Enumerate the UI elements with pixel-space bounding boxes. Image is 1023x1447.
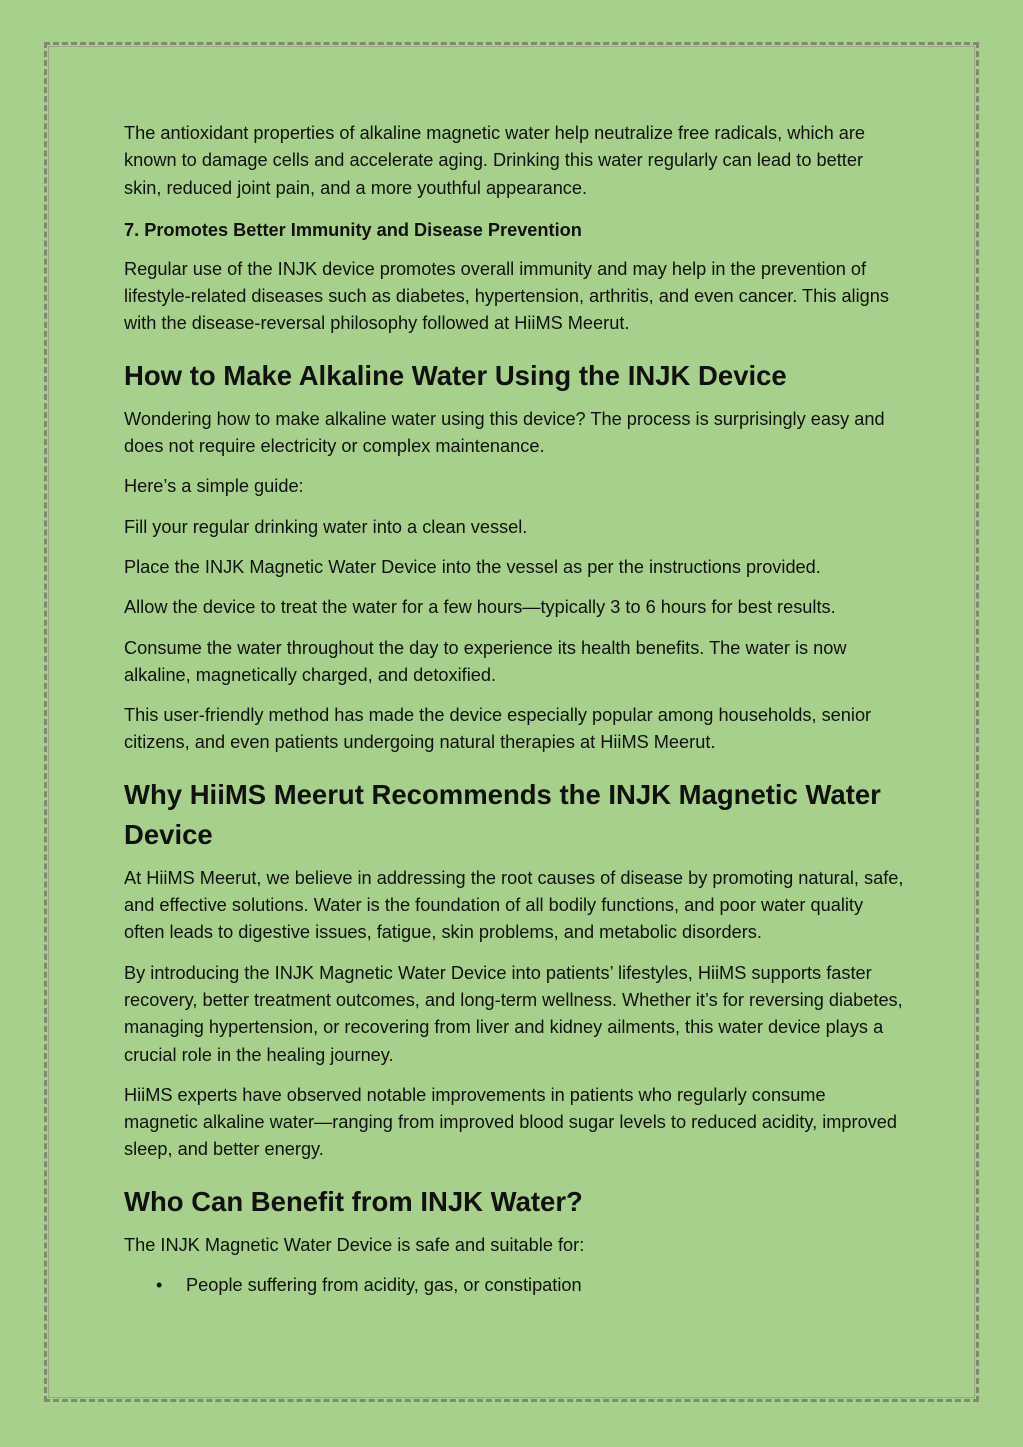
bullet-icon: • <box>156 1275 163 1296</box>
who-bullet-list <box>124 1272 904 1299</box>
document-content <box>124 120 904 1299</box>
intro-paragraph: The antioxidant properties of alkaline magnetic water help neutralize free radicals, which are known to damage cells and accelerate aging. Drinking this water regularly can lead to better skin, reduced joint pain, and a more youthful appearance. <box>124 123 866 198</box>
how-to-paragraph: This user-friendly method has made the device especially popular among households, senior citizens, and even patients undergoing natural therapies at HiiMS Meerut. <box>124 705 872 753</box>
immunity-subheading: 7. Promotes Better Immunity and Disease Prevention <box>124 219 582 240</box>
why-paragraph: HiiMS experts have observed notable improvements in patients who regularly consume magnetic alkaline water—ranging from improved blood sugar levels to reduced acidity, improved sleep, and better energy. <box>124 1084 898 1160</box>
how-to-step: Allow the device to treat the water for a few hours—typically 3 to 6 hours for best results. <box>124 597 836 618</box>
how-to-paragraph: Wondering how to make alkaline water using this device? The process is surprisingly easy and does not require electricity or complex maintenance. <box>124 408 885 457</box>
who-heading: Who Can Benefit from INJK Water? <box>124 1185 583 1217</box>
how-to-step: Consume the water throughout the day to experience its health benefits. The water is now alkaline, magnetically charged, and detoxified. <box>124 637 847 685</box>
how-to-heading: How to Make Alkaline Water Using the INJK Device <box>124 359 787 391</box>
why-paragraph: By introducing the INJK Magnetic Water Device into patients’ lifestyles, HiiMS supports faster recovery, better treatment outcomes, and long-term wellness. Whether it’s for reversing diabetes, managing hypertension, or recovering from liver and kidney ailments, this water device plays a crucial role in the healing journey. <box>124 962 903 1065</box>
list-item-text: People suffering from acidity, gas, or constipation <box>186 1275 582 1296</box>
how-to-paragraph: Here’s a simple guide: <box>124 476 304 497</box>
who-paragraph: The INJK Magnetic Water Device is safe and suitable for: <box>124 1234 585 1255</box>
why-heading: Why HiiMS Meerut Recommends the INJK Magnetic Water Device <box>124 778 881 850</box>
why-paragraph: At HiiMS Meerut, we believe in addressing the root causes of disease by promoting natural, safe, and effective solutions. Water is the foundation of all bodily functions, and poor water quality often leads to digestive issues, fatigue, skin problems, and metabolic disorders. <box>124 867 904 943</box>
immunity-paragraph: Regular use of the INJK device promotes overall immunity and may help in the prevention of lifestyle-related diseases such as diabetes, hypertension, arthritis, and even cancer. This aligns with the disease-reversal philosophy followed at HiiMS Meerut. <box>124 258 889 334</box>
how-to-step: Fill your regular drinking water into a clean vessel. <box>124 516 528 537</box>
list-item <box>124 1272 904 1299</box>
how-to-step: Place the INJK Magnetic Water Device into the vessel as per the instructions provided. <box>124 556 821 577</box>
